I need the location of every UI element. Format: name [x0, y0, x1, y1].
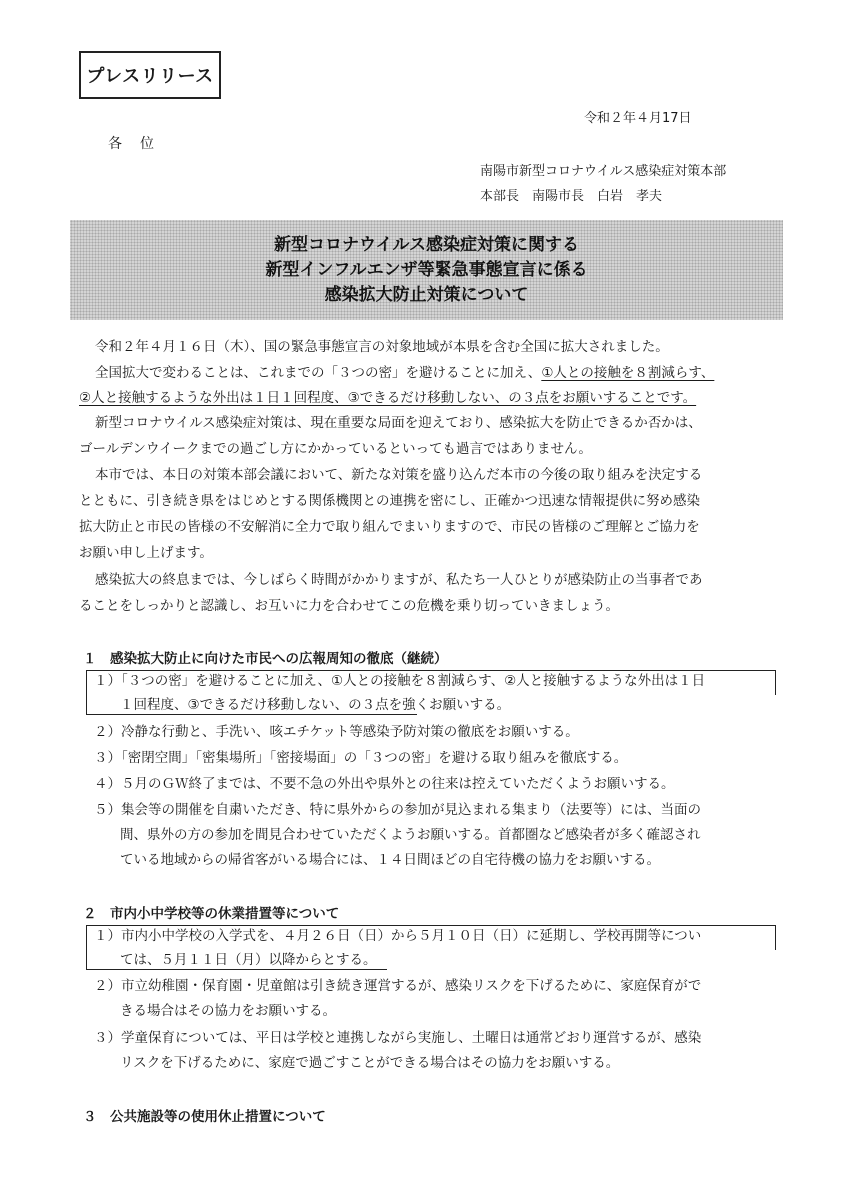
intro-paragraph-3-line-1: 新型コロナウイルス感染症対策は、現在重要な局面を迎えており、感染拡大を防止できるか否かは、	[95, 415, 702, 431]
intro-paragraph-2-line-1	[95, 360, 714, 386]
section-1-item-1-line-2: １回程度、③できるだけ移動しない、の３点を強くお願いする。	[120, 697, 511, 713]
section-1-item-1-line-1: １）「３つの密」を避けることに加え、①人との接触を８割減らす、②人と接触するような外出は１日	[94, 673, 706, 689]
intro-paragraph-5-line-1: 感染拡大の終息までは、今しばらく時間がかかりますが、私たち一人ひとりが感染防止の当事者であ	[95, 572, 703, 588]
intro-paragraph-1: 令和２年４月１６日（木）、国の緊急事態宣言の対象地域が本県を含む全国に拡大されました。	[95, 339, 669, 355]
intro-paragraph-4-line-1: 本市では、本日の対策本部会議において、新たな対策を盛り込んだ本市の今後の取り組みを決定する	[95, 467, 703, 483]
issuer-head: 本部長 南陽市長 白岩 孝夫	[480, 189, 663, 204]
section-2-item-3-line-2: リスクを下げるために、家庭で過ごすことができる場合はその協力をお願いする。	[120, 1055, 620, 1071]
title-line-1: 新型コロナウイルス感染症対策に関する	[274, 234, 579, 255]
title-band	[70, 220, 783, 320]
section-2-item-2-line-2: きる場合はその協力をお願いする。	[120, 1003, 336, 1019]
section-1-item-5-line-2: 間、県外の方の参加を間見合わせていただくようお願いする。首都圏など感染者が多く確認され	[120, 827, 701, 843]
section-1-item-2: ２）冷静な行動と、手洗い、咳エチケット等感染予防対策の徹底をお願いする。	[94, 724, 579, 740]
intro-paragraph-4-line-3: 拡大防止と市民の皆様の不安解消に全力で取り組んでまいりますので、市民の皆様のご理解とご協力を	[79, 519, 700, 535]
section-2-item-1-line-2: ては、５月１１日（月）以降からとする。	[120, 952, 377, 968]
intro-p2-text: 全国拡大で変わることは、これまでの「３つの密」を避けることに加え、	[95, 365, 542, 381]
intro-paragraph-5-line-2: ることをしっかりと認識し、お互いに力を合わせてこの危機を乗り切っていきましょう。	[79, 598, 619, 614]
title-line-2: 新型インフルエンザ等緊急事態宣言に係る	[265, 259, 588, 280]
section-1-item-5-line-1: ５）集会等の開催を自粛いただき、特に県外からの参加が見込まれる集まり（法要等）には、当面の	[94, 802, 701, 818]
intro-paragraph-2-line-2: ②人と接触するような外出は１日１回程度、③できるだけ移動しない、の３点をお願いすることです。	[79, 390, 697, 406]
section-1-heading: １ 感染拡大防止に向けた市民への広報周知の徹底（継続）	[83, 651, 448, 667]
section-2-heading: ２ 市内小中学校等の休業措置等について	[83, 906, 340, 922]
addressee: 各位	[108, 136, 172, 152]
section-2-item-2-line-1: ２）市立幼稚園・保育園・児童館は引き続き運営するが、感染リスクを下げるために、家庭保育がで	[94, 978, 702, 994]
press-release-label: プレスリリース	[79, 51, 221, 99]
section-1-item-5-line-3: ている地域からの帰省客がいる場合には、１４日間ほどの自宅待機の協力をお願いする。	[120, 852, 660, 868]
intro-paragraph-3-line-2: ゴールデンウイークまでの過ごし方にかかっているといっても過言ではありません。	[79, 441, 592, 457]
section-3-heading: ３ 公共施設等の使用休止措置について	[83, 1109, 326, 1125]
issue-date: 令和２年４月17日	[584, 111, 692, 126]
section-1-item-3: ３）「密閉空間」「密集場所」「密接場面」の「３つの密」を避ける取り組みを徹底する。	[94, 750, 628, 766]
section-2-item-1-line-1: １）市内小中学校の入学式を、４月２６日（日）から５月１０日（日）に延期し、学校再開等につい	[94, 928, 702, 944]
intro-p2-emphasis: ①人との接触を８割減らす、	[541, 365, 715, 381]
intro-paragraph-4-line-2: とともに、引き続き県をはじめとする関係機関との連携を密にし、正確かつ迅速な情報提供に努め感染	[79, 493, 700, 509]
title-line-3: 感染拡大防止対策について	[324, 284, 529, 305]
issuer-organization: 南陽市新型コロナウイルス感染症対策本部	[480, 164, 727, 179]
intro-paragraph-4-line-4: お願い申し上げます。	[79, 545, 213, 561]
section-2-item-3-line-1: ３）学童保育については、平日は学校と連携しながら実施し、土曜日は通常どおり運営するが、感染	[94, 1030, 702, 1046]
section-1-item-4: ４）５月のＧＷ終了までは、不要不急の外出や県外との往来は控えていただくようお願いする。	[94, 776, 675, 792]
